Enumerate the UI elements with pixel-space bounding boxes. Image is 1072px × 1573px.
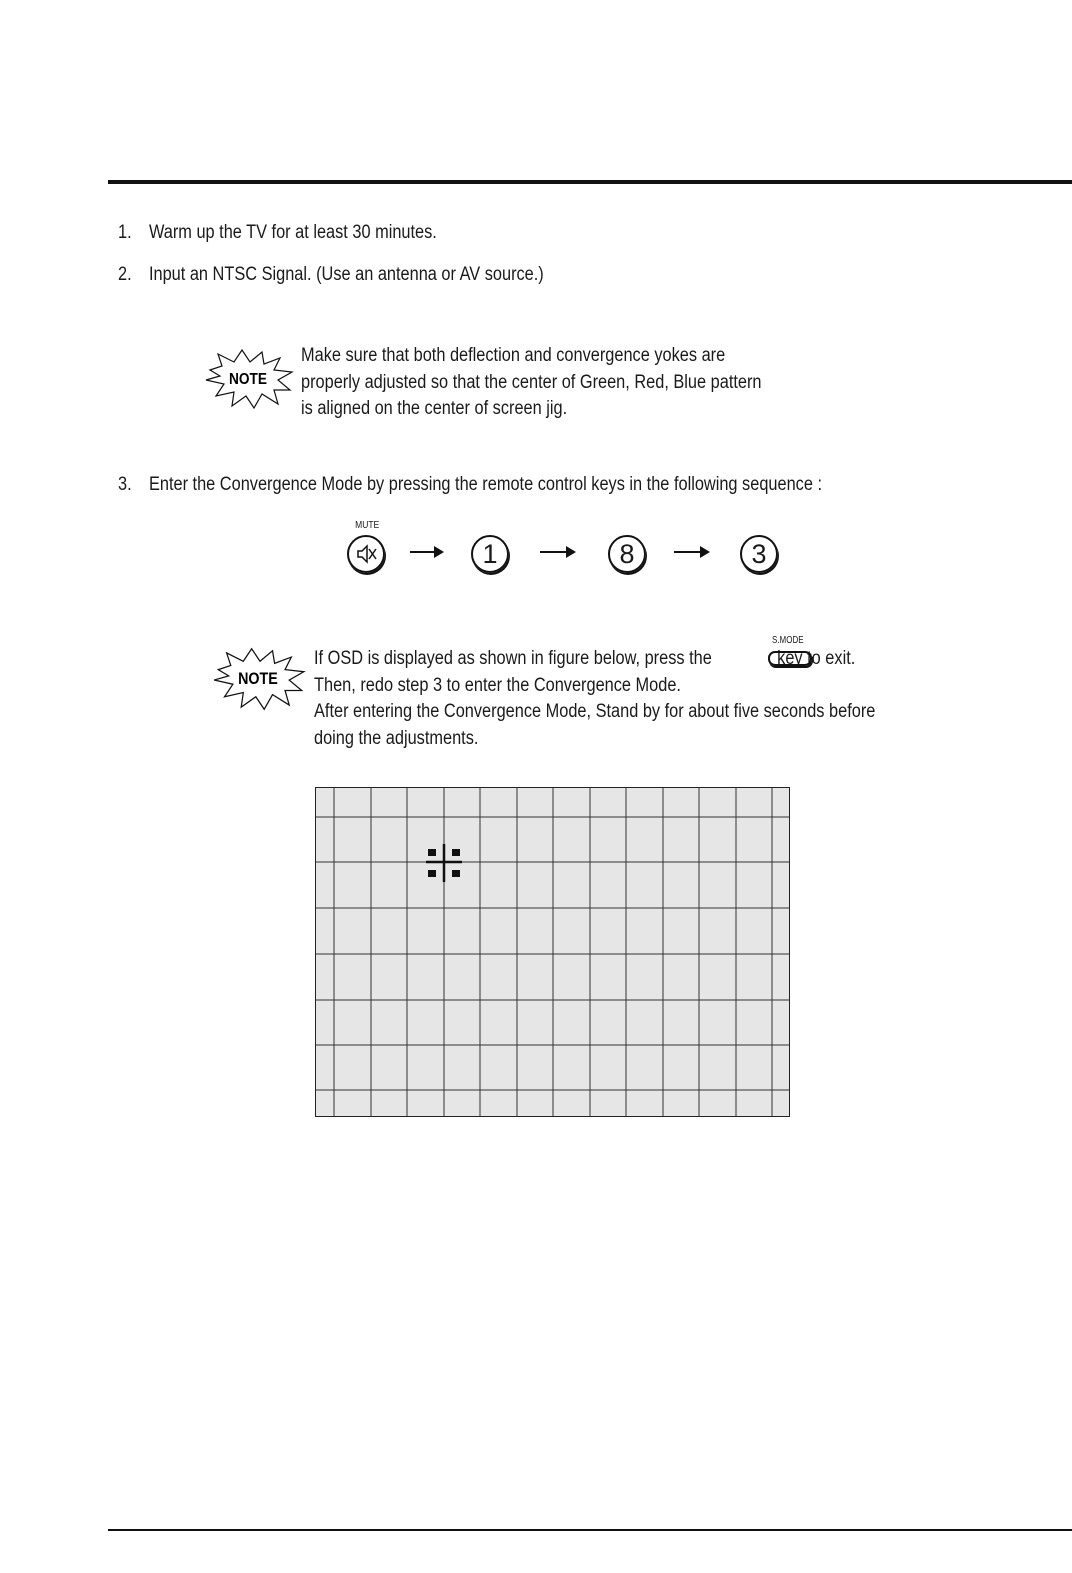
step-text: Input an NTSC Signal. (Use an antenna or AV source.)	[148, 264, 544, 285]
step-text: Warm up the TV for at least 30 minutes.	[148, 222, 437, 243]
header-rule	[108, 180, 1072, 184]
grid-lines	[316, 788, 789, 1116]
step-number: 1.	[118, 222, 132, 243]
key-3: 3	[740, 535, 778, 573]
smode-key-label: S.MODE	[772, 635, 804, 646]
step-text: Enter the Convergence Mode by pressing the remote control keys in the following sequence :	[148, 474, 823, 495]
smode-button-icon	[768, 651, 812, 666]
note-line: properly adjusted so that the center of Green, Red, Blue pattern	[301, 371, 762, 393]
step-number: 3.	[118, 474, 132, 495]
convergence-grid-figure	[315, 787, 790, 1117]
key-1: 1	[471, 535, 509, 573]
note-line-post: key to exit.	[777, 648, 856, 669]
mute-icon	[349, 537, 383, 571]
note-line: After entering the Convergence Mode, Stand by for about five seconds before	[314, 701, 876, 722]
step-3	[118, 474, 822, 496]
mute-key-label: MUTE	[355, 520, 380, 531]
note-badge-label: NOTE	[238, 669, 278, 689]
note-line: Make sure that both deflection and convergence yokes are	[301, 345, 726, 366]
key-8: 8	[608, 535, 646, 573]
note-line: Then, redo step 3 to enter the Convergence Mode.	[314, 674, 681, 696]
convergence-cursor-icon	[426, 844, 462, 882]
sequence-arrow	[410, 551, 442, 553]
sequence-arrow	[674, 551, 708, 553]
note-line: doing the adjustments.	[314, 727, 479, 749]
mute-key	[347, 535, 385, 573]
note-burst-icon	[212, 646, 308, 712]
footer-rule	[108, 1529, 1072, 1531]
note-line-pre: If OSD is displayed as shown in figure below, press the	[314, 648, 712, 669]
step-number: 2.	[118, 264, 132, 285]
note-badge-label: NOTE	[229, 371, 268, 388]
step-1	[118, 222, 437, 244]
remote-key-sequence	[340, 515, 800, 585]
note-1-text	[301, 343, 762, 423]
sequence-arrow	[540, 551, 574, 553]
note-line: is aligned on the center of screen jig.	[301, 398, 568, 419]
step-2	[118, 264, 544, 286]
smode-key	[768, 635, 814, 667]
note-burst-icon	[204, 348, 296, 410]
